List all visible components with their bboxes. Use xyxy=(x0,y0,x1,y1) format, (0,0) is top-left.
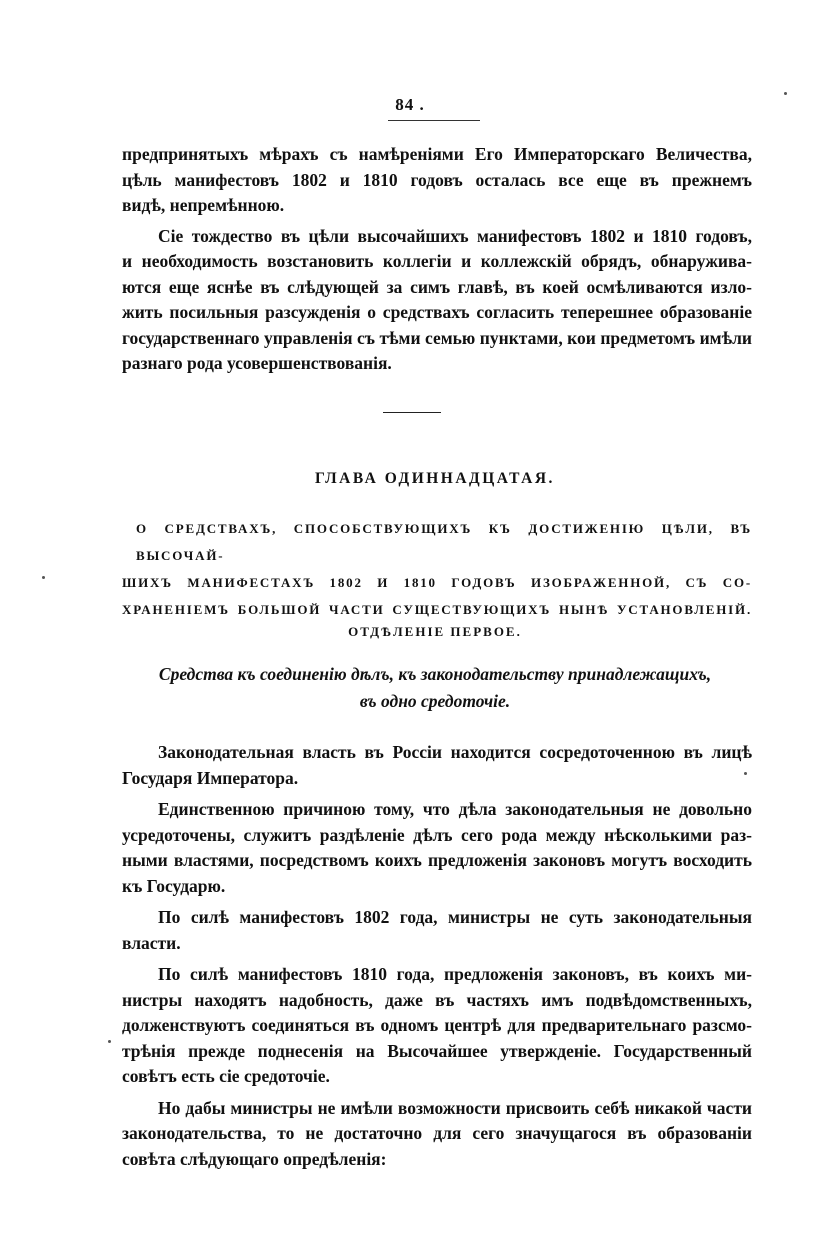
paragraph xyxy=(122,142,752,219)
paragraph xyxy=(122,1096,752,1173)
text-line: ются еще яснѣе въ слѣдующей за симъ главѣ, въ коей осмѣливаются изло- xyxy=(122,276,752,297)
text-line: ными властями, посредствомъ коихъ предложенія законовъ могутъ восходить xyxy=(122,850,752,870)
text-line: нистры находятъ надобность, даже въ частяхъ имъ подвѣдомственныхъ, xyxy=(122,989,752,1010)
text-line: жить посильныя разсужденія о средствахъ согласить теперешнее образованіе xyxy=(122,302,752,322)
paragraph xyxy=(122,224,752,377)
section-title: ОТДѢЛЕНІЕ ПЕРВОЕ. xyxy=(348,624,522,639)
paragraph xyxy=(122,797,752,899)
paragraph xyxy=(122,962,752,1090)
subtitle-line: ХРАНЕНІЕМЪ БОЛЬШОЙ ЧАСТИ СУЩЕСТВУЮЩИХЪ НЫНѢ УСТАНОВЛЕНІЙ. xyxy=(122,602,752,617)
text-line: Законодательная власть въ Россіи находится сосредоточенною въ лицѣ xyxy=(158,742,752,762)
text-line: долженствуютъ соединяться въ одномъ центрѣ для предварительнаго разсмо- xyxy=(122,1015,752,1035)
scan-speck xyxy=(744,772,747,775)
subtitle-line: О СРЕДСТВАХЪ, СПОСОБСТВУЮЩИХЪ КЪ ДОСТИЖЕНІЮ ЦѢЛИ, ВЪ ВЫСОЧАЙ- xyxy=(136,521,752,563)
paragraph xyxy=(122,905,752,956)
body-text-block xyxy=(122,740,752,1172)
subtitle-line: ШИХЪ МАНИФЕСТАХЪ 1802 И 1810 ГОДОВЪ ИЗОБРАЖЕННОЙ, СЪ СО- xyxy=(122,575,752,590)
text-line: совѣтъ есть сіе средоточіе. xyxy=(122,1066,330,1086)
text-line: Единственною причиною тому, что дѣла законодательныя не довольно xyxy=(158,799,752,819)
scan-speck xyxy=(108,1040,111,1043)
text-line: видѣ, непремѣнною. xyxy=(122,195,285,215)
paragraph xyxy=(122,740,752,791)
page-number-rule xyxy=(388,120,480,121)
heading-line: въ одно средоточіе. xyxy=(359,691,511,711)
section-heading xyxy=(0,661,820,715)
top-text-block xyxy=(122,142,752,377)
text-line: къ Государю. xyxy=(122,875,226,896)
text-line: цѣль манифестовъ 1802 и 1810 годовъ осталась все еще въ прежнемъ xyxy=(122,169,752,190)
text-line: предпринятыхъ мѣрахъ съ намѣреніями Его Императорскаго Величества, xyxy=(122,144,752,164)
heading-line: Средства къ соединенію дѣлъ, къ законодательству принадлежащихъ, xyxy=(158,664,712,684)
chapter-title: ГЛАВА ОДИННАДЦАТАЯ. xyxy=(315,470,555,487)
scan-speck xyxy=(784,92,787,95)
section-divider xyxy=(383,412,441,413)
text-line: Но дабы министры не имѣли возможности присвоить себѣ никакой части xyxy=(158,1097,752,1118)
text-line: законодательства, то не достаточно для сего значущагося въ образованіи xyxy=(122,1123,752,1143)
page-number: 84 . xyxy=(395,95,425,114)
text-line: и необходимость возстановить коллегіи и коллежскій обрядъ, обнаружива- xyxy=(122,251,752,271)
chapter-subtitle xyxy=(122,515,752,623)
text-line: власти. xyxy=(122,932,181,953)
text-line: Государя Императора. xyxy=(122,767,299,788)
text-line: трѣнія прежде поднесенія на Высочайшее утвержденіе. Государственный xyxy=(122,1040,752,1061)
text-line: совѣта слѣдующаго опредѣленія: xyxy=(122,1148,387,1169)
text-line: разнаго рода усовершенствованія. xyxy=(122,353,392,373)
text-line: Сіе тождество въ цѣли высочайшихъ манифестовъ 1802 и 1810 годовъ, xyxy=(158,225,752,246)
text-line: По силѣ манифестовъ 1810 года, предложенія законовъ, въ коихъ ми- xyxy=(158,964,752,984)
text-line: По силѣ манифестовъ 1802 года, министры не суть законодательныя xyxy=(158,907,752,927)
text-line: государственнаго управленія съ тѣми семью пунктами, кои предметомъ имѣли xyxy=(122,327,752,348)
scan-speck xyxy=(42,576,45,579)
text-line: усредоточены, служитъ раздѣленіе дѣлъ сего рода между нѣсколькими раз- xyxy=(122,824,752,845)
